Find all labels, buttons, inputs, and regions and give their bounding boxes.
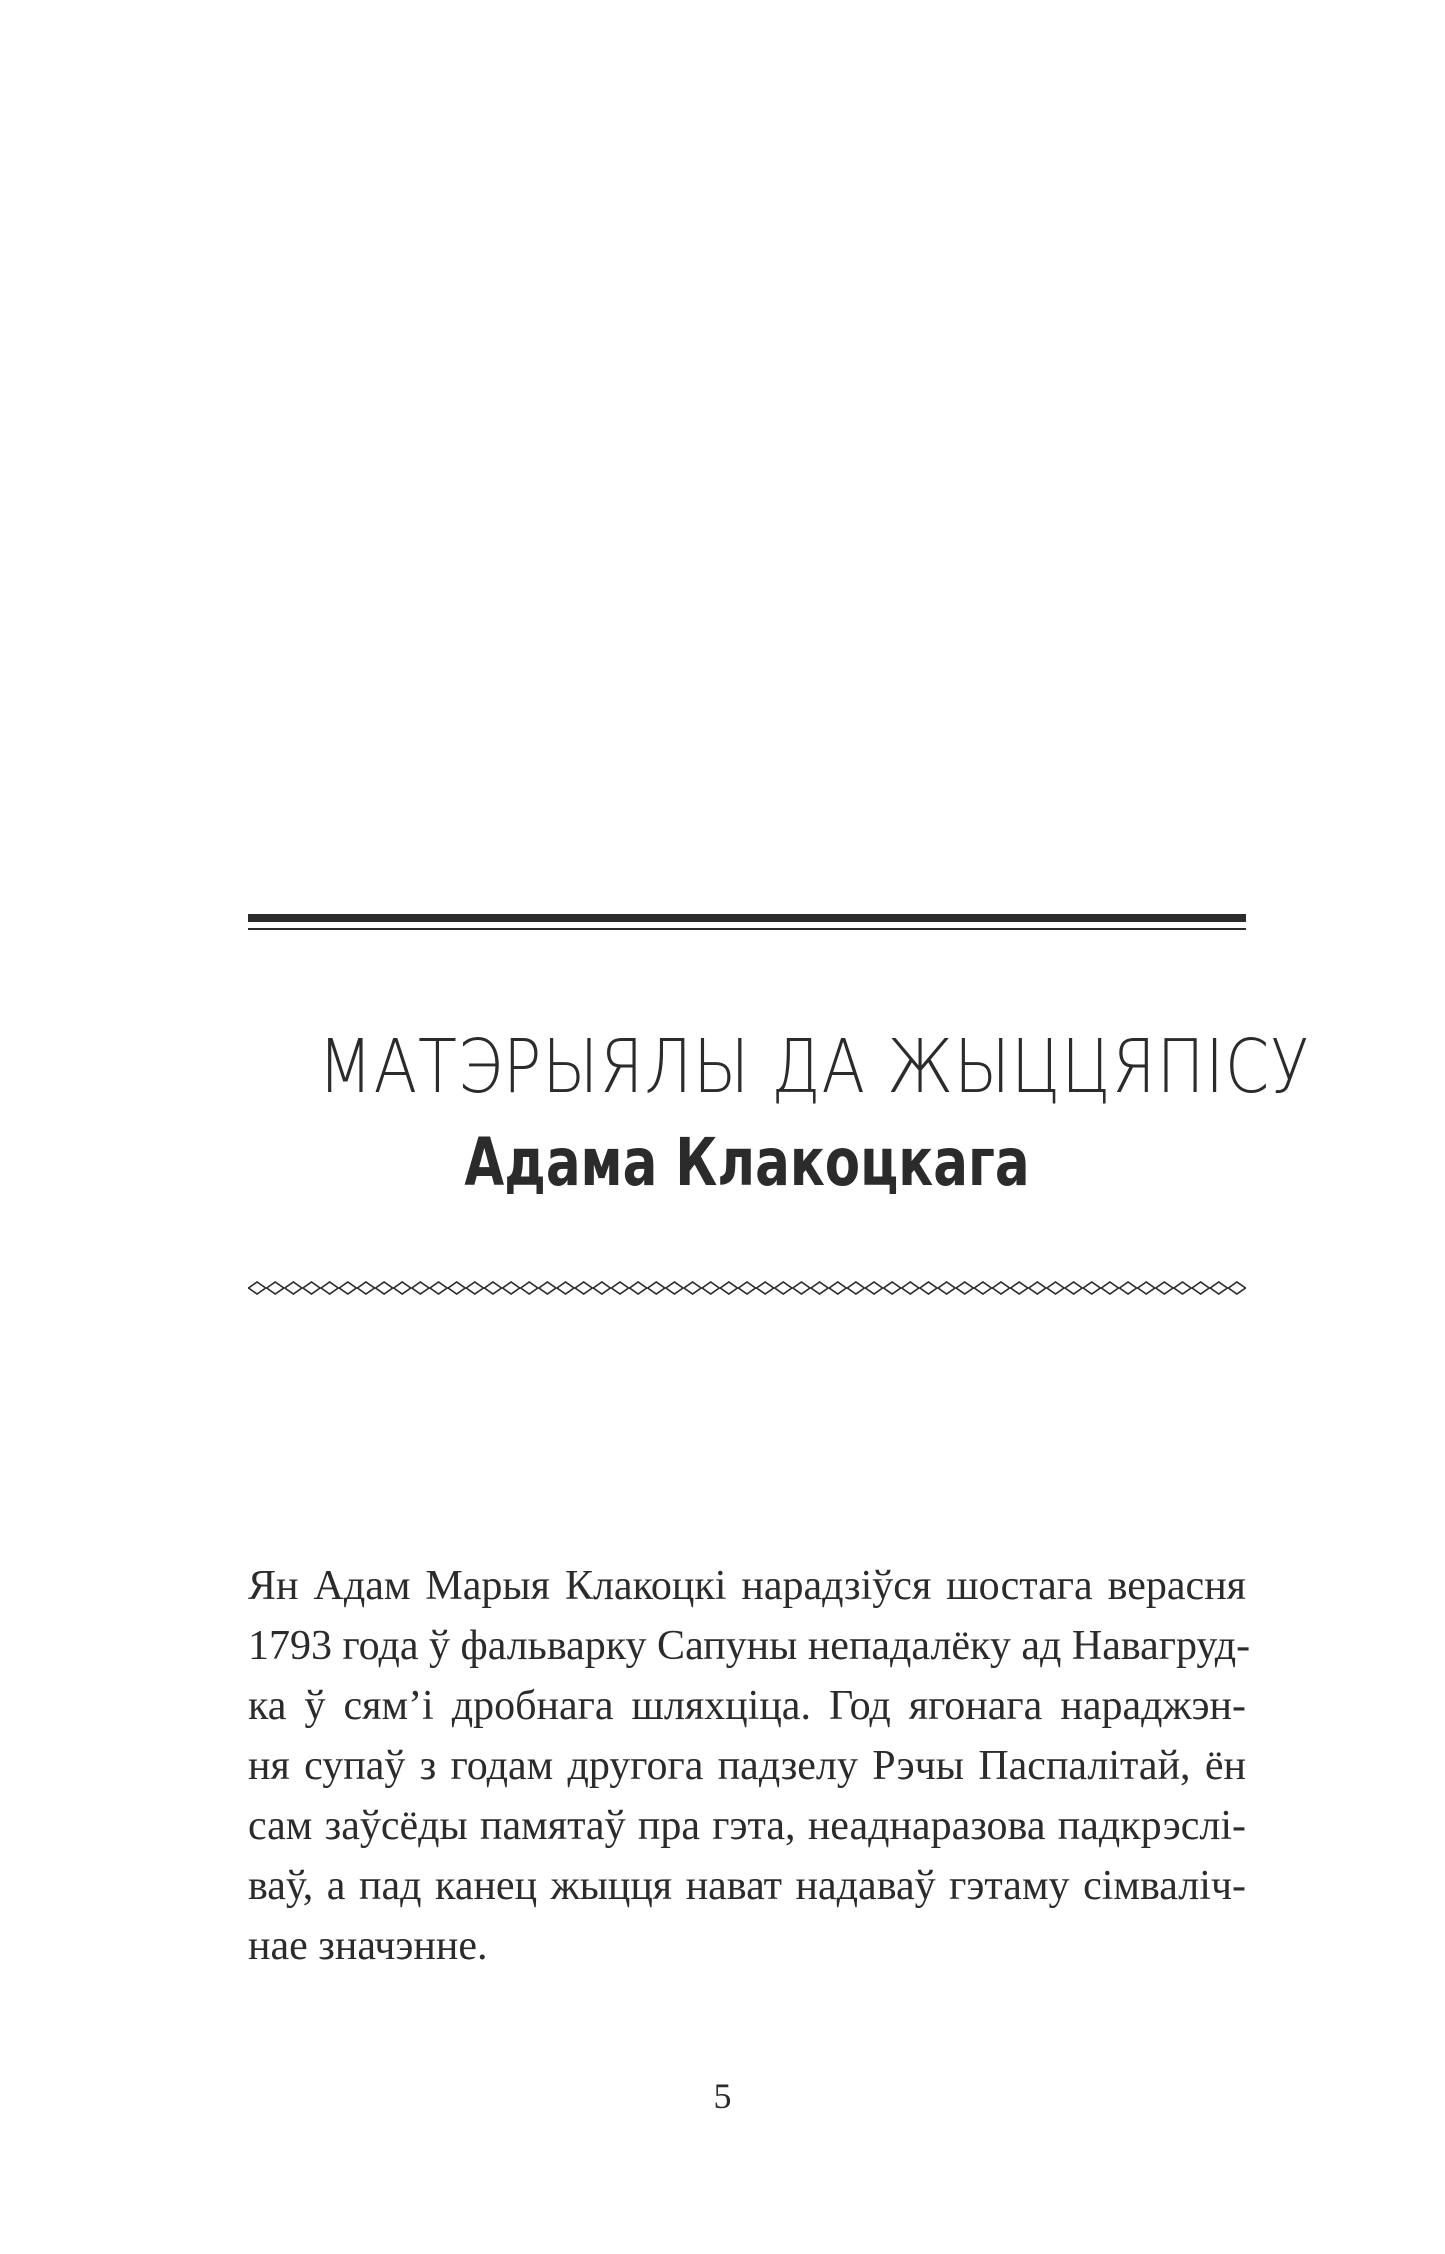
- body-line: 1793 года ў фальварку Сапуны непадалёку ад Навагруд-: [248, 1623, 1251, 1669]
- ornament-diamond: [521, 1282, 538, 1294]
- ornament-diamond: [394, 1282, 411, 1294]
- ornament-diamond: [829, 1282, 846, 1294]
- ornament-diamond: [303, 1282, 320, 1294]
- ornament-diamond: [666, 1282, 683, 1294]
- ornament-diamond: [430, 1282, 447, 1294]
- ornament-diamond: [1119, 1282, 1136, 1294]
- ornament-diamond: [593, 1282, 610, 1294]
- body-line: ка ў сям’і дробнага шляхціца. Год ягонага нараджэн-: [248, 1683, 1246, 1729]
- page-number: 5: [713, 2076, 732, 2116]
- ornament-diamond: [811, 1282, 828, 1294]
- ornament-diamond: [775, 1282, 792, 1294]
- ornament-diamond: [1047, 1282, 1064, 1294]
- ornament-diamond: [267, 1282, 284, 1294]
- ornament-diamond: [1029, 1282, 1046, 1294]
- ornament-diamond: [448, 1282, 465, 1294]
- ornament-diamond: [575, 1282, 592, 1294]
- ornament-diamond: [249, 1282, 266, 1294]
- ornament-diamond: [847, 1282, 864, 1294]
- ornament-diamond: [884, 1282, 901, 1294]
- ornament-diamond: [720, 1282, 737, 1294]
- ornament-diamond: [376, 1282, 393, 1294]
- chapter-rule-thin: [248, 928, 1246, 930]
- ornament-diamond: [611, 1282, 628, 1294]
- ornament-diamond: [1101, 1282, 1118, 1294]
- ornament-diamond: [902, 1282, 919, 1294]
- ornament-diamond: [1083, 1282, 1100, 1294]
- ornament-diamond: [956, 1282, 973, 1294]
- ornament-diamond: [684, 1282, 701, 1294]
- body-line: Ян Адам Марыя Клакоцкі нарадзіўся шостага верасня: [248, 1563, 1246, 1609]
- ornament-diamond: [1156, 1282, 1173, 1294]
- ornament-diamond: [539, 1282, 556, 1294]
- body-line: нае значэнне.: [248, 1923, 488, 1969]
- ornament-diamond: [1065, 1282, 1082, 1294]
- ornament-diamond: [339, 1282, 356, 1294]
- ornament-diamond: [484, 1282, 501, 1294]
- chapter-rule-thick: [248, 914, 1246, 922]
- ornament-diamond: [992, 1282, 1009, 1294]
- body-line: ваў, а пад канец жыцця нават надаваў гэтаму сімваліч-: [248, 1863, 1246, 1909]
- diamond-ornament-divider: [248, 1276, 1246, 1300]
- ornament-diamond: [738, 1282, 755, 1294]
- ornament-diamond: [757, 1282, 774, 1294]
- body-line: сам заўсёды памятаў пра гэта, неаднаразова падкрэслі-: [248, 1803, 1246, 1849]
- chapter-subtitle: Адама Клакоцкага: [464, 1124, 1030, 1201]
- ornament-diamond: [1174, 1282, 1191, 1294]
- ornament-diamond: [466, 1282, 483, 1294]
- body-paragraph: [248, 1556, 1251, 1976]
- body-line: ня супаў з годам другога падзелу Рэчы Паспалітай, ён: [248, 1743, 1246, 1789]
- ornament-diamond: [793, 1282, 810, 1294]
- ornament-diamond: [503, 1282, 520, 1294]
- ornament-diamond: [702, 1282, 719, 1294]
- ornament-diamond: [1192, 1282, 1209, 1294]
- ornament-diamond: [412, 1282, 429, 1294]
- ornament-diamond: [938, 1282, 955, 1294]
- ornament-diamond: [974, 1282, 991, 1294]
- ornament-diamond: [648, 1282, 665, 1294]
- ornament-diamond: [630, 1282, 647, 1294]
- ornament-diamond: [321, 1282, 338, 1294]
- ornament-diamond: [1138, 1282, 1155, 1294]
- ornament-diamond: [1210, 1282, 1227, 1294]
- ornament-diamond: [865, 1282, 882, 1294]
- ornament-diamond: [1228, 1282, 1245, 1294]
- chapter-title: МАТЭРЫЯЛЫ ДА ЖЫЦЦЯПІСУ: [317, 1024, 1310, 1110]
- ornament-diamond: [357, 1282, 374, 1294]
- ornament-diamond: [557, 1282, 574, 1294]
- ornament-diamond: [285, 1282, 302, 1294]
- ornament-diamond: [1011, 1282, 1028, 1294]
- ornament-diamond: [920, 1282, 937, 1294]
